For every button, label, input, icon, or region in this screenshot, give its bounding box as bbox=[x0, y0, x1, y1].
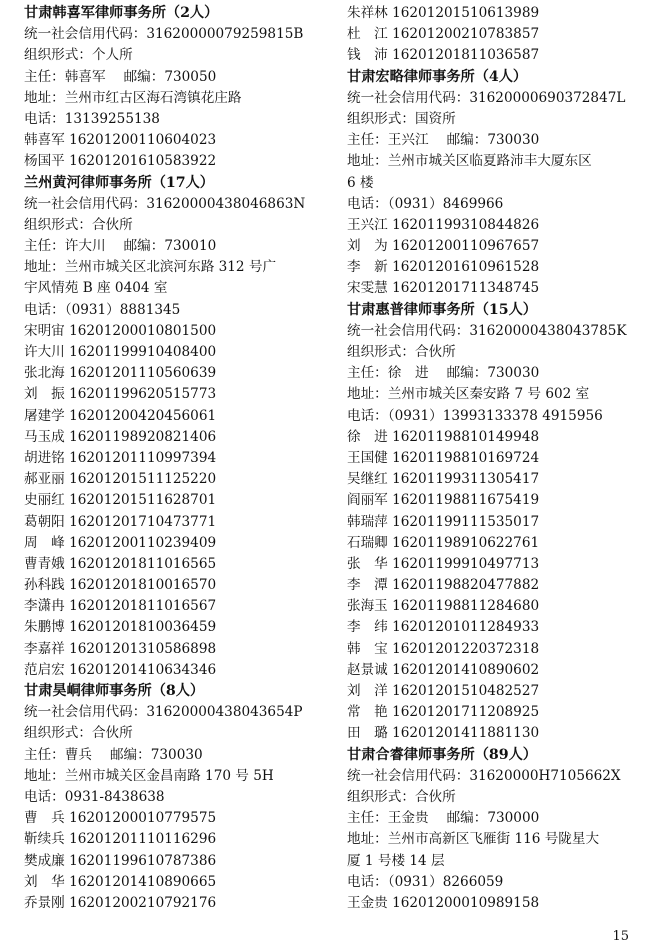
text-line: 王金贵 16201200010989158 bbox=[347, 894, 540, 911]
text-line: 宋明宙 16201200010801500 bbox=[24, 322, 217, 339]
director-postcode-line bbox=[347, 808, 643, 829]
text-line: 史丽红 16201201511628701 bbox=[24, 492, 217, 509]
text-line: 刘 振 16201199620515773 bbox=[24, 386, 217, 403]
page-number: 15 bbox=[612, 929, 629, 944]
text-line: 统一社会信用代码：31620000H7105662X bbox=[347, 767, 621, 784]
text-line: 乔景刚 16201200210792176 bbox=[24, 894, 217, 911]
text-line: 地址：兰州市城关区秦安路 7 号 602 室 bbox=[347, 386, 590, 403]
text-line: 刘 洋 16201201510482527 bbox=[347, 683, 540, 699]
text-line: 组织形式：合伙所 bbox=[24, 725, 133, 742]
text-line: 刘 为 16201200110967657 bbox=[347, 238, 540, 255]
text-line: 屠建学 16201200420456061 bbox=[24, 407, 217, 424]
text-line: 电话：（0931）8266059 bbox=[347, 873, 504, 890]
text-line: 赵景诚 16201201410890602 bbox=[347, 661, 540, 678]
text-line: 朱鹏博 16201201810036459 bbox=[24, 619, 217, 636]
text-line: 韩瑞萍 16201199111535017 bbox=[347, 513, 540, 530]
text-line: 李潇冉 16201201811016567 bbox=[24, 598, 217, 615]
text-line: 电话：13139255138 bbox=[24, 110, 160, 127]
director-postcode-line bbox=[24, 236, 324, 257]
postcode-text: 邮编：730010 bbox=[123, 238, 217, 255]
text-line: 阎丽军 16201198811675419 bbox=[347, 492, 540, 509]
text-line: 杨国平 16201201610583922 bbox=[24, 153, 217, 170]
text-line: 吴继红 16201199311305417 bbox=[347, 471, 540, 488]
text-line: 靳续兵 16201201110116296 bbox=[24, 831, 217, 848]
director-text: 主任：许大川 bbox=[24, 238, 106, 255]
text-line: 地址：兰州市城关区金昌南路 170 号 5H bbox=[24, 767, 274, 784]
text-line: 6 楼 bbox=[347, 174, 374, 191]
text-line: 地址：兰州市城关区临夏路沛丰大厦东区 bbox=[347, 153, 592, 170]
text-line: 组织形式：个人所 bbox=[24, 47, 133, 64]
firm-title: 甘肃韩喜军律师事务所（2人） bbox=[24, 5, 219, 21]
text-line: 张海玉 16201198811284680 bbox=[347, 598, 540, 615]
text-line: 统一社会信用代码：31620000438046863N bbox=[24, 195, 306, 212]
text-line: 樊成廉 16201199610787386 bbox=[24, 852, 217, 869]
text-line: 曹青娥 16201201811016565 bbox=[24, 555, 217, 572]
text-line: 宋雯慧 16201201711348745 bbox=[347, 280, 540, 297]
text-line: 韩喜军 16201200110604023 bbox=[24, 132, 217, 149]
director-text: 主任：王金贵 bbox=[347, 810, 429, 827]
text-line: 地址：兰州市红古区海石湾镇花庄路 bbox=[24, 89, 242, 106]
text-line: 郝亚丽 16201201511125220 bbox=[24, 471, 217, 488]
text-line: 石瑞卿 16201198910622761 bbox=[347, 534, 540, 551]
text-line: 田 璐 16201201411881130 bbox=[347, 725, 540, 742]
text-line: 徐 进 16201198810149948 bbox=[347, 428, 540, 445]
text-line: 钱 沛 16201201811036587 bbox=[347, 47, 540, 64]
text-line: 组织形式：合伙所 bbox=[347, 344, 456, 360]
firm-title: 兰州黄河律师事务所（17人） bbox=[24, 174, 214, 191]
right-column bbox=[347, 3, 643, 914]
postcode-text: 邮编：730050 bbox=[123, 68, 217, 85]
postcode-text: 邮编：730000 bbox=[446, 810, 540, 827]
text-line: 组织形式：合伙所 bbox=[24, 216, 133, 233]
director-postcode-line bbox=[24, 67, 324, 88]
text-line: 李 纬 16201201011284933 bbox=[347, 619, 540, 636]
text-line: 李 潭 16201198820477882 bbox=[347, 577, 540, 594]
text-line: 电话：（0931）13993133378 4915956 bbox=[347, 407, 603, 424]
firm-title: 甘肃宏略律师事务所（4人） bbox=[347, 68, 528, 85]
firm-title: 甘肃惠普律师事务所（15人） bbox=[347, 301, 537, 318]
text-line: 朱祥林 16201201510613989 bbox=[347, 5, 540, 21]
text-line: 王国健 16201198810169724 bbox=[347, 449, 540, 466]
text-line: 组织形式：合伙所 bbox=[347, 788, 456, 805]
text-line: 许大川 16201199910408400 bbox=[24, 344, 217, 360]
text-line: 统一社会信用代码：31620000079259815B bbox=[24, 26, 304, 43]
text-line: 胡进铭 16201201110997394 bbox=[24, 449, 217, 466]
text-line: 韩 宝 16201201220372318 bbox=[347, 640, 540, 657]
director-postcode-line bbox=[347, 363, 643, 384]
text-line: 孙科践 16201201810016570 bbox=[24, 577, 217, 594]
text-line: 马玉成 16201198920821406 bbox=[24, 428, 217, 445]
text-line: 地址：兰州市高新区飞雁街 116 号陇星大 bbox=[347, 831, 600, 848]
text-line: 电话：（0931）8881345 bbox=[24, 301, 181, 318]
director-text: 主任：韩喜军 bbox=[24, 68, 106, 85]
text-line: 张 华 16201199910497713 bbox=[347, 555, 540, 572]
text-line: 杜 江 16201200210783857 bbox=[347, 26, 540, 43]
postcode-text: 邮编：730030 bbox=[446, 365, 540, 382]
director-text: 主任：王兴江 bbox=[347, 132, 429, 149]
text-line: 组织形式：国资所 bbox=[347, 110, 456, 127]
director-postcode-line bbox=[24, 745, 324, 766]
text-line: 王兴江 16201199310844826 bbox=[347, 216, 540, 233]
postcode-text: 邮编：730030 bbox=[446, 132, 540, 149]
text-line: 宇风情苑 B 座 0404 室 bbox=[24, 280, 168, 297]
firm-title: 甘肃昊峒律师事务所（8人） bbox=[24, 683, 205, 699]
text-line: 范启宏 16201201410634346 bbox=[24, 661, 217, 678]
firm-title: 甘肃合睿律师事务所（89人） bbox=[347, 746, 537, 763]
text-line: 电话：（0931）8469966 bbox=[347, 195, 504, 212]
text-line: 地址：兰州市城关区北滨河东路 312 号广 bbox=[24, 259, 277, 276]
left-column bbox=[24, 3, 324, 914]
text-line: 统一社会信用代码：31620000690372847L bbox=[347, 89, 626, 106]
director-postcode-line bbox=[347, 130, 643, 151]
text-line: 张北海 16201201110560639 bbox=[24, 365, 217, 382]
text-line: 统一社会信用代码：31620000438043654P bbox=[24, 704, 303, 721]
text-line: 曹 兵 16201200010779575 bbox=[24, 810, 217, 827]
text-line: 统一社会信用代码：31620000438043785K bbox=[347, 322, 627, 339]
text-line: 常 艳 16201201711208925 bbox=[347, 704, 540, 721]
postcode-text: 邮编：730030 bbox=[109, 746, 203, 763]
text-line: 电话：0931-8438638 bbox=[24, 788, 165, 805]
text-line: 李 新 16201201610961528 bbox=[347, 259, 540, 276]
director-text: 主任：徐 进 bbox=[347, 365, 429, 382]
text-line: 周 峰 16201200110239409 bbox=[24, 534, 217, 551]
text-line: 厦 1 号楼 14 层 bbox=[347, 852, 445, 869]
text-line: 刘 华 16201201410890665 bbox=[24, 873, 217, 890]
director-text: 主任：曹兵 bbox=[24, 746, 92, 763]
text-line: 葛朝阳 16201201710473771 bbox=[24, 513, 217, 530]
text-line: 李嘉祥 16201201310586898 bbox=[24, 640, 217, 657]
